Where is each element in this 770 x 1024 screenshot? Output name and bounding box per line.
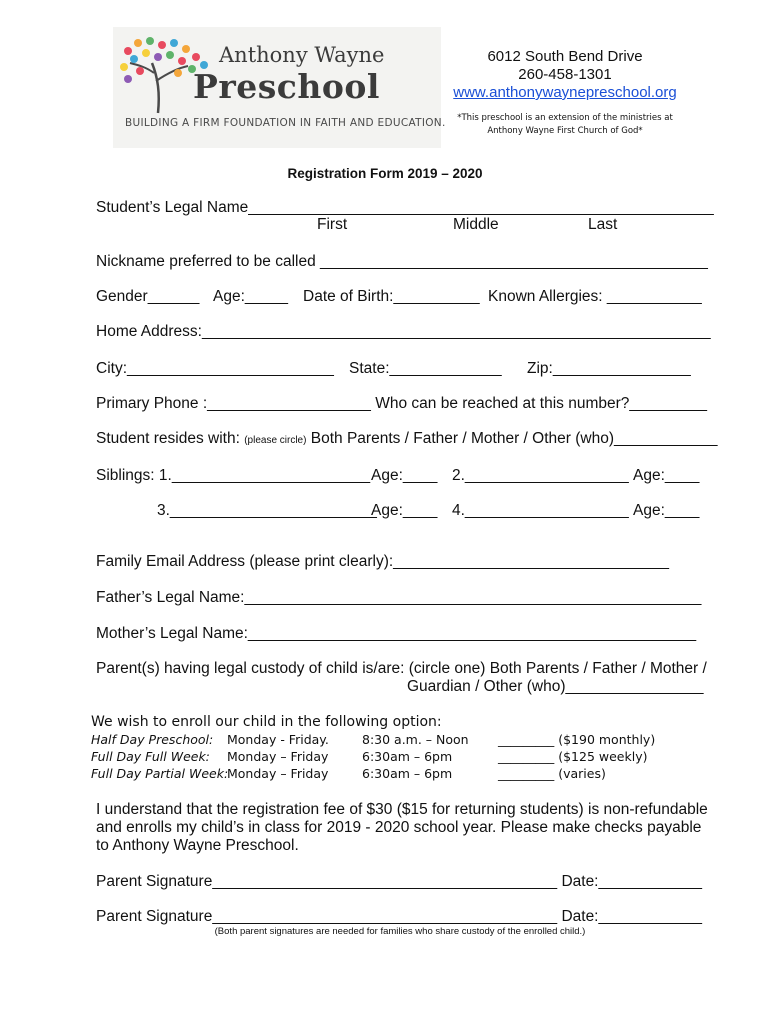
option-name: Half Day Preschool: [91,732,214,747]
option-days: Monday – Friday [227,766,329,781]
sibling1-field[interactable]: Siblings: 1._______________________ [96,467,371,484]
nickname-field[interactable]: Nickname preferred to be called _____________________________________________ [96,253,708,270]
sibling2-age-field[interactable]: Age:____ [633,467,700,484]
age-field[interactable]: Age:_____ [213,288,288,305]
home-address-field[interactable]: Home Address:___________________________________________________________ [96,323,711,340]
state-field[interactable]: State:_____________ [349,360,502,377]
option-name: Full Day Partial Week: [91,766,229,781]
sibling2-field[interactable]: 2.___________________ [452,467,629,484]
ministry-note-line2: Anthony Wayne First Church of God* [487,126,643,136]
agreement-line2: and enrolls my child’s in class for 2019 - 2020 school year. Please make checks payable [96,819,702,836]
agreement-line3: to Anthony Wayne Preschool. [96,837,299,854]
option-price-field[interactable]: _________ ($125 weekly) [498,749,648,764]
option-time: 8:30 a.m. – Noon [362,732,469,747]
sibling1-age-field[interactable]: Age:____ [371,467,438,484]
option-time: 6:30am – 6pm [362,749,453,764]
primary-phone-field[interactable]: Primary Phone :___________________ Who can be reached at this number?_________ [96,395,707,412]
city-field[interactable]: City:________________________ [96,360,334,377]
school-website-link[interactable]: www.anthonywaynepreschool.org [453,84,677,101]
enroll-heading: We wish to enroll our child in the following option: [91,714,442,730]
name-first-label: First [317,216,348,233]
logo-name-line1: Anthony Wayne [219,43,385,67]
allergies-field[interactable]: Known Allergies: ___________ [488,288,702,305]
family-email-field[interactable]: Family Email Address (please print clearly):________________________________ [96,553,670,570]
option-price-field[interactable]: _________ ($190 monthly) [498,732,656,747]
name-last-label: Last [588,216,618,233]
preschool-logo [113,27,446,148]
logo-tagline: BUILDING A FIRM FOUNDATION IN FAITH AND EDUCATION. [125,117,446,129]
option-days: Monday - Friday. [227,732,329,747]
sibling3-field[interactable]: 3.________________________ [157,502,377,519]
form-title: Registration Form 2019 – 2020 [287,166,483,181]
resides-with-hint: (please circle) [244,435,307,446]
father-name-field[interactable]: Father’s Legal Name:_____________________________________________________ [96,589,702,606]
dob-field[interactable]: Date of Birth:__________ [303,288,480,305]
sibling3-age-field[interactable]: Age:____ [371,502,438,519]
school-address: 6012 South Bend Drive [487,48,643,65]
agreement-line1: I understand that the registration fee of $30 ($15 for returning students) is non-refundable [96,801,708,818]
resides-with-label: Student resides with: [96,430,245,447]
resides-with-field[interactable] [96,430,717,450]
signature-note: (Both parent signatures are needed for families who share custody of the enrolled child.) [214,926,586,937]
custody-line2[interactable]: Guardian / Other (who)________________ [407,678,704,695]
student-name-field[interactable]: Student’s Legal Name______________________________________________________ [96,199,714,216]
parent-signature-2-field[interactable]: Parent Signature________________________________________ Date:____________ [96,908,702,925]
gender-field[interactable]: Gender______ [96,288,200,305]
zip-field[interactable]: Zip:________________ [527,360,691,377]
sibling4-field[interactable]: 4.___________________ [452,502,629,519]
option-time: 6:30am – 6pm [362,766,453,781]
sibling4-age-field[interactable]: Age:____ [633,502,700,519]
logo-name-line2: Preschool [193,67,380,106]
name-middle-label: Middle [453,216,499,233]
mother-name-field[interactable]: Mother’s Legal Name:____________________________________________________ [96,625,697,642]
ministry-note-line1: *This preschool is an extension of the ministries at [457,113,673,123]
option-days: Monday – Friday [227,749,329,764]
resides-with-options: Both Parents / Father / Mother / Other (who)____________ [306,430,718,447]
option-price-field[interactable]: _________ (varies) [498,766,606,781]
parent-signature-1-field[interactable]: Parent Signature________________________________________ Date:____________ [96,873,702,890]
custody-line1[interactable]: Parent(s) having legal custody of child is/are: (circle one) Both Parents / Father / Mother / [96,660,707,677]
school-phone: 260-458-1301 [518,66,612,83]
option-name: Full Day Full Week: [91,749,210,764]
